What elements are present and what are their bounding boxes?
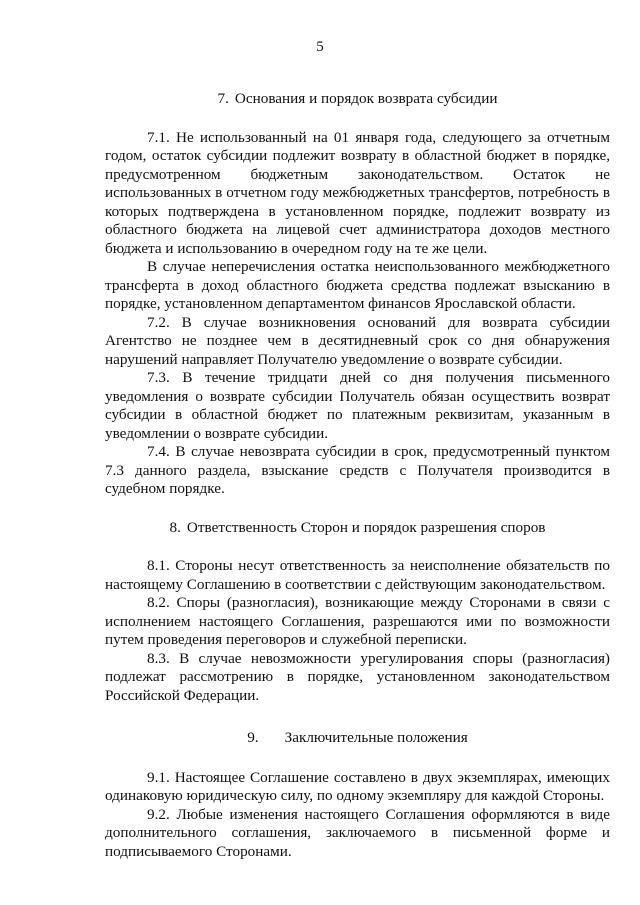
paragraph-9-2: 9.2. Любые изменения настоящего Соглашения оформляются в виде дополнительного соглашения, заключаемого в письменной форме и подписываемого Сторонами. — [105, 805, 610, 860]
section-heading-7 — [105, 90, 610, 109]
paragraph-7-3: 7.3. В течение тридцати дней со дня получения письменного уведомления о возврате субсидии Получатель обязан осуществить возврат субсидии в областной бюджет по платежным реквизитам, указанным в уведомлении о возврате субсидии. — [105, 369, 610, 442]
paragraph-7-2: 7.2. В случае возникновения оснований для возврата субсидии Агентство не позднее чем в десятидневный срок со дня обнаружения нарушений направляет Получателю уведомление о возврате субсидии. — [105, 313, 610, 368]
section-title: Заключительные положения — [284, 729, 468, 746]
section-heading-9 — [105, 729, 610, 748]
document-body — [105, 90, 610, 861]
section-title: Ответственность Сторон и порядок разрешения споров — [186, 518, 546, 536]
page-number: 5 — [316, 39, 324, 55]
section-number: 8. — [169, 518, 181, 536]
paragraph-7-4: 7.4. В случае невозврата субсидии в срок, предусмотренный пунктом 7.3 данного раздела, взыскание средств с Получателя производится в судебном порядке. — [105, 443, 610, 497]
paragraph-7-1: 7.1. Не использованный на 01 января года, следующего за отчетным годом, остаток субсидии подлежит возврату в областной бюджет в порядке, предусмотренном бюджетным законодательством. Остаток не использованных в отчетном году межбюджетных трансфертов, потребность в которых подтверждена в установленном порядке, подлежит возврату из областного бюджета на лицевой счет администратора доходов местного бюджета и использованию в очередном году на те же цели. — [105, 128, 610, 257]
paragraph-7-1-continued: В случае неперечисления остатка неиспользованного межбюджетного трансферта в доход областного бюджета средства подлежат взысканию в порядке, установленном департаментом финансов Ярославской области. — [105, 258, 610, 312]
paragraph-9-1: 9.1. Настоящее Соглашение составлено в двух экземплярах, имеющих одинаковую юридическую силу, по одному экземпляру для каждой Стороны. — [105, 768, 610, 804]
section-heading-8 — [105, 519, 610, 538]
section-title: Основания и порядок возврата субсидии — [234, 90, 498, 107]
section-number: 9. — [247, 729, 259, 746]
paragraph-8-2: 8.2. Споры (разногласия), возникающие между Сторонами в связи с исполнением настоящего Соглашения, разрешаются ими по возможности путем проведения переговоров и служебной переписки. — [105, 594, 610, 648]
section-number: 7. — [217, 90, 229, 107]
paragraph-8-1: 8.1. Стороны несут ответственность за неисполнение обязательств по настоящему Соглашению в соответствии с действующим законодательством. — [105, 557, 610, 593]
paragraph-8-3: 8.3. В случае невозможности урегулирования споры (разногласия) подлежат рассмотрению в порядке, установленном законодательством Российской Федерации. — [105, 649, 610, 704]
